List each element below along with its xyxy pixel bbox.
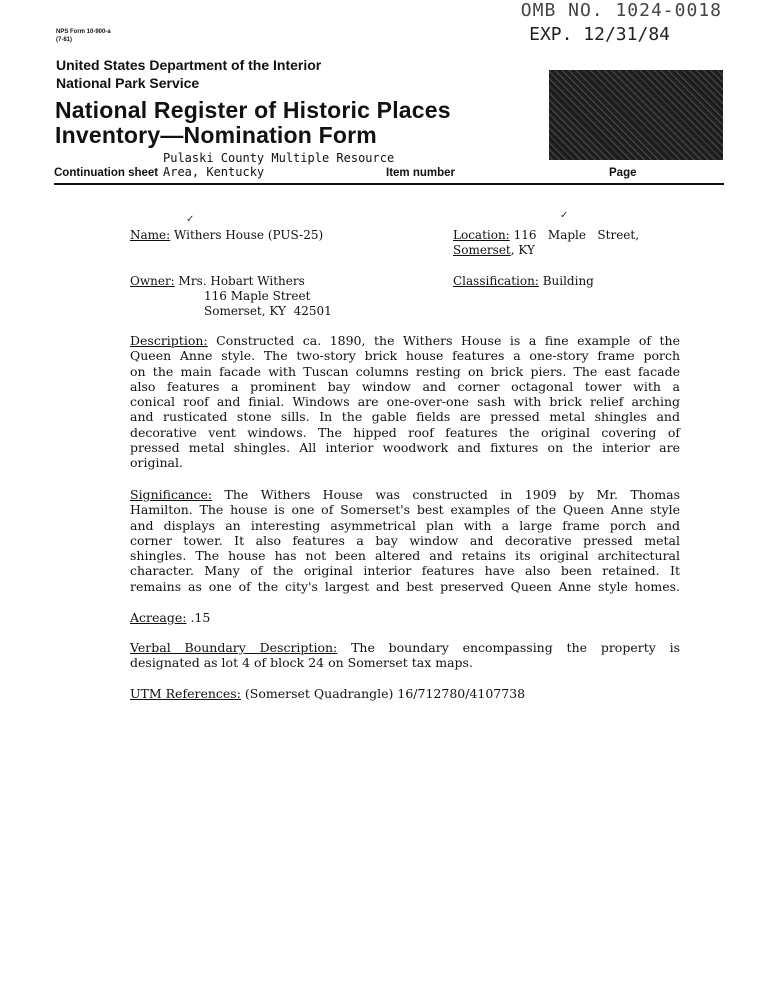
acreage-value: .15 <box>190 610 211 625</box>
description-label: Description: <box>130 333 208 348</box>
form-title-line2: Inventory—Nomination Form <box>55 122 377 148</box>
owner-line: 116 Maple Street <box>204 289 311 303</box>
location-field <box>453 228 639 242</box>
description-line: conical roof and finial. Windows are one-over-one sash with brick relief arching <box>130 394 680 410</box>
header-divider <box>54 183 724 185</box>
description-line: on the main facade with Tuscan columns resting on brick piers. The east facade <box>130 363 680 379</box>
form-identifier <box>56 28 111 44</box>
description-line: pressed metal shingles. All interior woodwork and fixtures on the interior are <box>130 440 680 456</box>
owner-label: Owner: <box>130 274 175 288</box>
utm-field <box>130 686 525 701</box>
significance-line: shingles. The house has not been altered and retains its original architectural <box>130 548 680 564</box>
significance-label: Significance: <box>130 487 213 502</box>
boundary-line: designated as lot 4 of block 24 on Somerset tax maps. <box>130 655 473 671</box>
significance-line: remains as one of the city's largest and best preserved Queen Anne style homes. <box>130 578 680 594</box>
owner-line: Mrs. Hobart Withers <box>178 274 305 288</box>
classification-field <box>453 274 594 288</box>
boundary-section <box>130 640 680 671</box>
form-title-line1: National Register of Historic Places <box>55 97 451 123</box>
form-date: (7-81) <box>56 37 73 43</box>
continuation-sheet-label: Continuation sheet <box>54 167 159 179</box>
owner-line: Somerset, KY 42501 <box>204 304 332 318</box>
item-number-label: Item number <box>386 167 456 179</box>
name-label: Name: <box>130 228 171 242</box>
location-value: 116 Maple Street, <box>513 228 640 242</box>
classification-label: Classification: <box>453 274 539 288</box>
significance-line: character. Many of the original interior features have also been retained. It <box>130 563 680 579</box>
description-line: original. <box>130 455 183 471</box>
redacted-stamp-block <box>549 70 723 160</box>
check-mark-icon: ✓ <box>560 210 569 221</box>
utm-value: (Somerset Quadrangle) 16/712780/4107738 <box>244 686 526 701</box>
boundary-label: Verbal Boundary Description: <box>130 640 338 655</box>
expiration-date: EXP. 12/31/84 <box>529 24 670 45</box>
location-field-line2 <box>453 243 535 257</box>
description-line: and rusticated stone sills. In the gable fields are pressed metal shingles and <box>130 409 680 425</box>
significance-line: Hamilton. The house is one of Somerset's best examples of the Queen Anne style <box>130 502 680 518</box>
page-label: Page <box>609 167 637 179</box>
significance-line: corner tower. It also features a bay window and decorative pressed metal <box>130 532 680 548</box>
description-line: Description: Constructed ca. 1890, the Withers House is a fine example of the <box>130 333 680 348</box>
description-line: decorative vent windows. The hipped roof features the original covering of <box>130 424 680 440</box>
owner-field <box>130 274 305 288</box>
acreage-field <box>130 610 210 625</box>
classification-value: Building <box>542 274 594 288</box>
form-number: NPS Form 10-900-a <box>56 29 111 35</box>
omb-number: OMB NO. 1024-0018 <box>520 0 722 21</box>
description-line: also features a prominent bay window and corner octagonal tower with a <box>130 378 680 394</box>
agency-name: National Park Service <box>56 75 200 91</box>
name-value: Withers House (PUS-25) <box>174 228 324 242</box>
location-state: , KY <box>510 243 535 257</box>
location-city: Somerset <box>453 243 511 257</box>
boundary-line: Verbal Boundary Description: The boundary encompassing the property is <box>130 640 681 655</box>
description-line: Queen Anne style. The two-story brick house features a one-story frame porch <box>130 348 680 364</box>
location-label: Location: <box>453 228 510 242</box>
utm-label: UTM References: <box>130 686 241 701</box>
name-field <box>130 228 323 242</box>
significance-section <box>130 487 680 594</box>
significance-line: and displays an interesting asymmetrical plan with a large frame porch and <box>130 517 680 533</box>
resource-line: Pulaski County Multiple Resource <box>163 151 395 165</box>
acreage-label: Acreage: <box>130 610 187 625</box>
check-mark-icon: ✓ <box>186 214 195 225</box>
continuation-sheet-value: Area, Kentucky <box>163 165 265 179</box>
department-name: United States Department of the Interior <box>56 57 322 73</box>
significance-line: Significance: The Withers House was constructed in 1909 by Mr. Thomas <box>130 487 680 502</box>
description-section <box>130 333 680 471</box>
